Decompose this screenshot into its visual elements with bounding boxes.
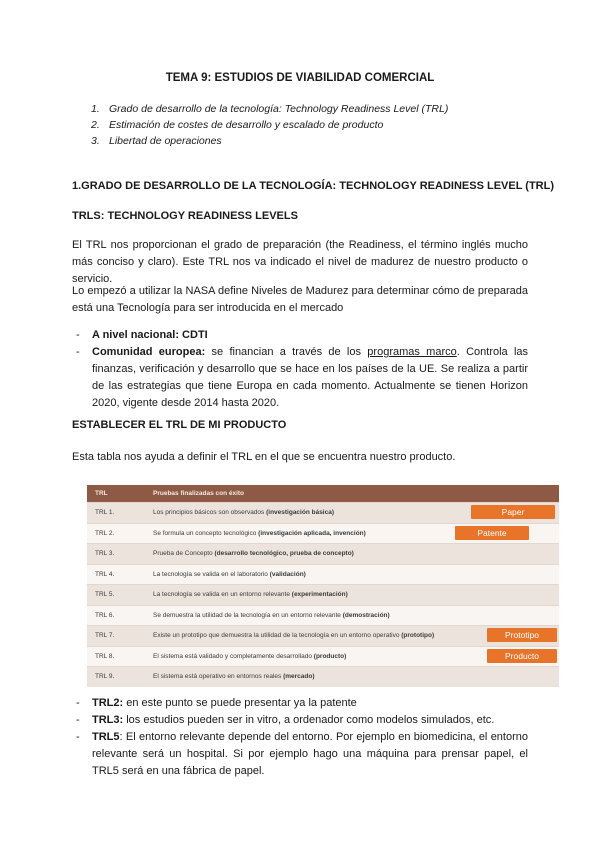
column-header-pruebas: Pruebas finalizadas con éxito xyxy=(145,485,559,503)
trl-table xyxy=(87,485,559,687)
cell-description xyxy=(145,605,559,626)
cell-text: El sistema está validado y completamente desarrollado xyxy=(153,652,314,660)
cell-trl: TRL 6. xyxy=(87,605,145,626)
toc-item xyxy=(93,133,448,149)
dash-marker: - xyxy=(76,346,80,358)
table-header-row xyxy=(87,485,559,503)
dash-marker: - xyxy=(76,329,80,341)
document-title: TEMA 9: ESTUDIOS DE VIABILIDAD COMERCIAL xyxy=(165,72,435,84)
list-item-text: se financian a través de los xyxy=(205,346,368,358)
cell-text-bold: (demostración) xyxy=(342,611,390,619)
table-row xyxy=(87,503,559,524)
table-row xyxy=(87,523,559,544)
list-item-text: : El entorno relevante depende del entorno. Por ejemplo en biomedicina, el entorno relevante será un hospital. Si por ejemplo hago una máquina para prensar papel, el TRL5 será en una fábrica de papel. xyxy=(92,731,528,777)
paragraph-table-intro: Esta tabla nos ayuda a definir el TRL en el que se encuentra nuestro producto. xyxy=(72,451,456,463)
toc-item xyxy=(93,117,448,133)
table-row xyxy=(87,605,559,626)
table-row xyxy=(87,626,559,647)
list-item-bold: A nivel nacional: CDTI xyxy=(92,329,208,341)
cell-trl: TRL 5. xyxy=(87,585,145,606)
toc-number: 2. xyxy=(91,119,100,131)
paragraph-trl-definition: El TRL nos proporcionan el grado de preparación (the Readiness, el término inglés mucho más conciso y claro). Este TRL nos va indicado el nivel de madurez de nuestro producto o servicio. xyxy=(72,239,528,285)
cell-trl: TRL 1. xyxy=(87,503,145,524)
cell-text: El sistema está operativo en entornos reales xyxy=(153,673,284,681)
list-item xyxy=(76,712,528,729)
cell-trl: TRL 7. xyxy=(87,626,145,647)
dash-marker: - xyxy=(76,731,80,743)
tag-prototipo: Prototipo xyxy=(487,628,557,642)
cell-text: Se demuestra la utilidad de la tecnología en un entorno relevante xyxy=(153,611,343,619)
cell-text-bold: (experimentación) xyxy=(291,591,348,599)
funding-list xyxy=(76,327,529,412)
cell-description xyxy=(145,626,559,647)
cell-trl: TRL 3. xyxy=(87,544,145,565)
cell-text: La tecnología se valida en un entorno relevante xyxy=(153,591,292,599)
subheading-establecer: ESTABLECER EL TRL DE MI PRODUCTO xyxy=(72,419,287,431)
table-row xyxy=(87,564,559,585)
cell-text: Prueba de Concepto xyxy=(153,550,215,558)
subheading-trls: TRLS: TECHNOLOGY READINESS LEVELS xyxy=(72,210,298,222)
cell-description xyxy=(145,585,559,606)
cell-text-bold: (investigación aplicada, invención) xyxy=(258,529,366,537)
table-of-contents xyxy=(93,101,448,149)
cell-text-bold: (mercado) xyxy=(283,673,315,681)
cell-text-bold: (prototipo) xyxy=(401,632,435,640)
cell-description xyxy=(145,564,559,585)
table-row xyxy=(87,544,559,565)
tag-paper: Paper xyxy=(471,505,555,519)
toc-number: 1. xyxy=(91,103,100,115)
cell-trl: TRL 8. xyxy=(87,646,145,667)
cell-text: Se formula un concepto tecnológico xyxy=(153,529,259,537)
cell-description xyxy=(145,544,559,565)
cell-description xyxy=(145,646,559,667)
table-row xyxy=(87,667,559,687)
cell-text-bold: (validación) xyxy=(269,570,306,578)
cell-text: Existe un prototipo que demuestra la utilidad de la tecnología en un entorno operativo xyxy=(153,632,402,640)
cell-text: La tecnología se valida en el laboratorio xyxy=(153,570,270,578)
list-item xyxy=(76,327,528,344)
cell-description xyxy=(145,667,559,687)
list-item-bold: TRL3: xyxy=(92,714,124,726)
list-item-text: los estudios pueden ser in vitro, a ordenador como modelos simulados, etc. xyxy=(123,714,495,726)
programas-marco-link[interactable]: programas marco xyxy=(367,346,457,358)
table-row xyxy=(87,585,559,606)
cell-text-bold: (investigación básica) xyxy=(266,509,335,517)
cell-description xyxy=(145,503,559,524)
cell-description xyxy=(145,523,559,544)
paragraph-nasa: Lo empezó a utilizar la NASA define Niveles de Madurez para determinar cómo de preparada está una Tecnología para ser introducida en el mercado xyxy=(72,285,528,314)
list-item-text: en este punto se puede presentar ya la patente xyxy=(123,697,357,709)
cell-trl: TRL 9. xyxy=(87,667,145,687)
cell-text-bold: (desarrollo tecnológico, prueba de concepto) xyxy=(214,550,354,558)
list-item-text: . Controla las finanzas, verificación y desarrollo que se hace en los países de la UE. Se realiza a partir de las estrategias que tiene Europa en cada momento. Actualmente se tienen Horizon 2020, vigente desde 2014 hasta 2020. xyxy=(92,346,529,409)
toc-text: Estimación de costes de desarrollo y escalado de producto xyxy=(109,119,384,131)
tag-patente: Patente xyxy=(455,526,529,540)
toc-item xyxy=(93,101,448,117)
cell-trl: TRL 4. xyxy=(87,564,145,585)
list-item-bold: TRL5 xyxy=(92,731,120,743)
tag-producto: Producto xyxy=(487,649,557,663)
toc-text: Libertad de operaciones xyxy=(109,135,222,147)
toc-text: Grado de desarrollo de la tecnología: Technology Readiness Level (TRL) xyxy=(109,103,449,115)
cell-trl: TRL 2. xyxy=(87,523,145,544)
section-heading: 1.GRADO DE DESARROLLO DE LA TECNOLOGÍA: TECHNOLOGY READINESS LEVEL (TRL) xyxy=(72,180,554,192)
cell-text-bold: (producto) xyxy=(313,652,347,660)
list-item xyxy=(76,344,529,412)
list-item-bold: TRL2: xyxy=(92,697,124,709)
column-header-trl: TRL xyxy=(87,485,145,503)
toc-number: 3. xyxy=(91,135,100,147)
list-item xyxy=(76,695,528,712)
list-item-bold: Comunidad europea: xyxy=(92,346,206,358)
table-row xyxy=(87,646,559,667)
dash-marker: - xyxy=(76,697,80,709)
cell-text: Los principios básicos son observados xyxy=(153,509,267,517)
dash-marker: - xyxy=(76,714,80,726)
trl-notes-list xyxy=(76,695,528,780)
list-item xyxy=(76,729,528,780)
